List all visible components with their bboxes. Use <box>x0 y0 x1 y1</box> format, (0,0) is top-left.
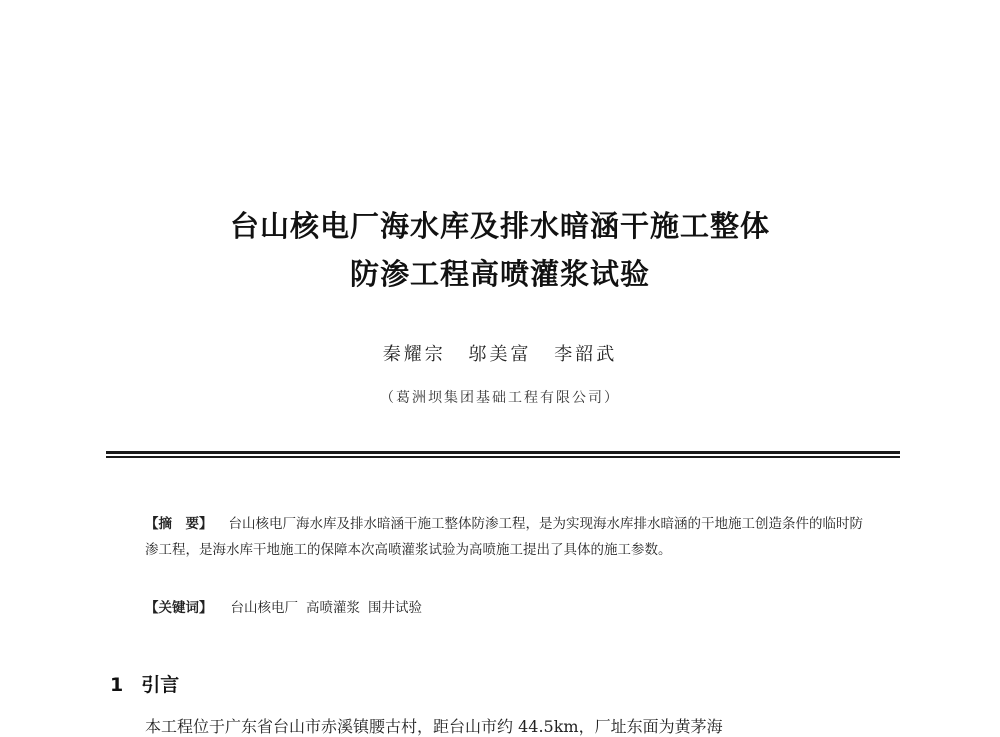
abstract-label: 【摘 要】 <box>145 516 213 532</box>
header-divider-thin <box>106 456 900 458</box>
author-name: 邬美富 <box>468 344 532 365</box>
keywords-label: 【关键词】 <box>145 600 213 616</box>
author-list <box>0 340 1000 366</box>
author-name: 秦耀宗 <box>382 344 446 365</box>
keyword: 台山核电厂 <box>230 600 298 616</box>
body-paragraph-partial: 本工程位于广东省台山市赤溪镇腰古村，距台山市约 44.5km，厂址东面为黄茅海 <box>145 717 723 736</box>
author-affiliation: （葛洲坝集团基础工程有限公司） <box>380 390 620 406</box>
keyword: 高喷灌浆 <box>306 600 360 616</box>
section-heading-introduction <box>110 670 179 697</box>
section-number: 1 <box>110 674 124 696</box>
paper-title-line-2: 防渗工程高喷灌浆试验 <box>349 257 650 291</box>
section-title: 引言 <box>141 674 180 696</box>
paper-title-line-1: 台山核电厂海水库及排水暗涵干施工整体 <box>229 209 770 243</box>
author-name: 李韶武 <box>554 344 618 365</box>
keyword: 围井试验 <box>368 600 422 616</box>
keywords-block <box>145 596 865 616</box>
abstract-text: 台山核电厂海水库及排水暗涵干施工整体防渗工程，是为实现海水库排水暗涵的干地施工创造条件的临时防渗工程，是海水库干地施工的保障本次高喷灌浆试验为高喷施工提出了具体的施工参数。 <box>145 516 863 558</box>
header-divider-thick <box>106 451 900 454</box>
abstract-block <box>145 511 865 563</box>
